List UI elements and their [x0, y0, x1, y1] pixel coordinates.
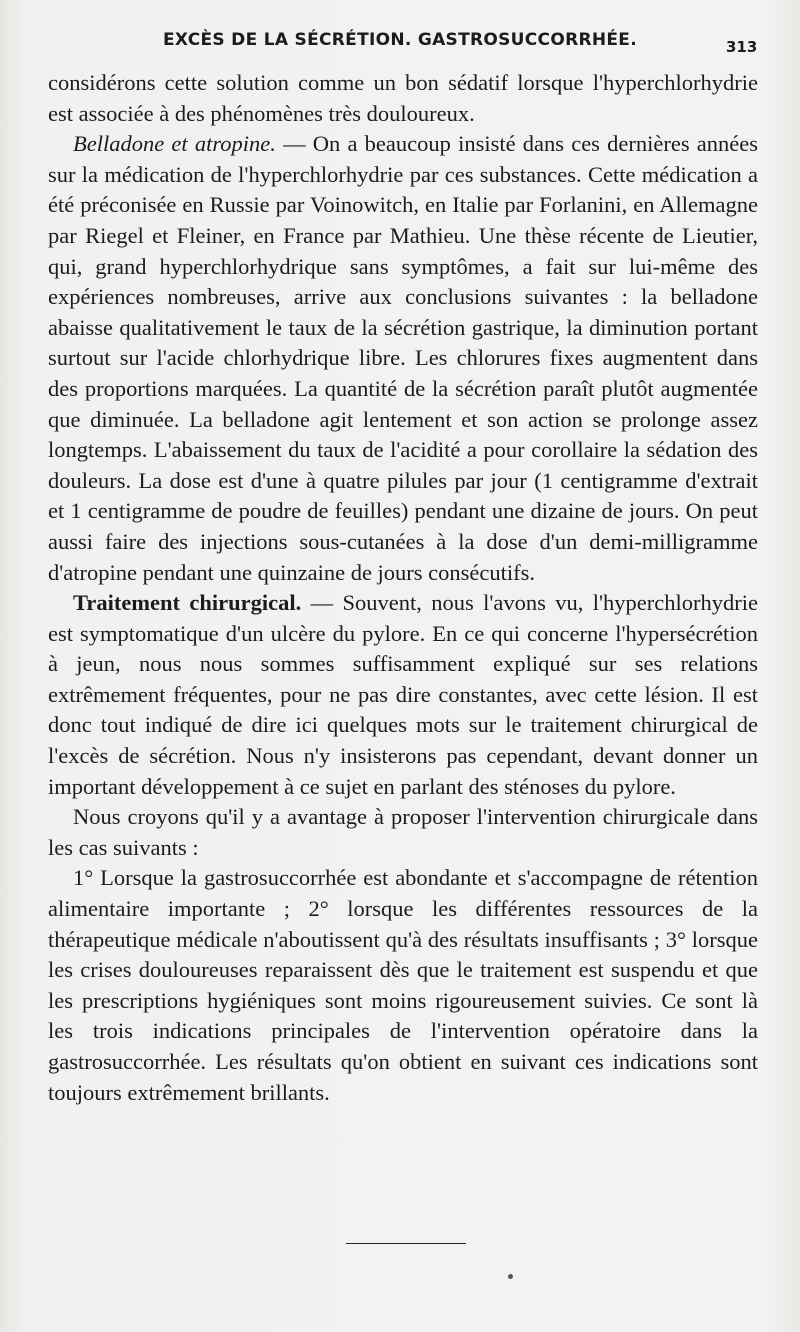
paragraph-indications-intro: Nous croyons qu'il y a avantage à proposer l'intervention chirurgicale dans les cas suivants :	[48, 804, 758, 860]
paragraph-belladone-text: — On a beaucoup insisté dans ces dernières années sur la médication de l'hyperchlorhydrie par ces substances. Cette médication a été préconisée en Russie par Voinowitch, en Italie par Forlanini, en Allemagne par Riegel et Fleiner, en France par Mathieu. Une thèse récente de Lieutier, qui, grand hyperchlorhydrique sans symptômes, a fait sur lui-même des expériences nombreuses, arrive aux conclusions suivantes : la belladone abaisse qualitativement le taux de la sécrétion gastrique, la diminution portant surtout sur l'acide chlorhydrique libre. Les chlorures fixes augmentent dans des proportions marquées. La quantité de la sécrétion paraît plutôt augmentée que diminuée. La belladone agit lentement et son action se prolonge assez longtemps. L'abaissement du taux de l'acidité a pour corollaire la sédation des douleurs. La dose est d'une à quatre pilules par jour (1 centigramme d'extrait et 1 centigramme de poudre de feuilles) pendant une dizaine de jours. On peut aussi faire des injections sous-cutanées à la dose d'un demi-milligramme d'atropine pendant une quinzaine de jours consécutifs.	[48, 131, 758, 585]
end-rule	[346, 1243, 466, 1244]
section-heading-traitement-chirurgical: Traitement chirurgical.	[73, 590, 302, 616]
section-heading-belladone: Belladone et atropine.	[73, 131, 276, 157]
paragraph-traitement-chirurgical	[48, 588, 758, 802]
paragraph-indications-list: 1° Lorsque la gastrosuccorrhée est abondante et s'accompagne de rétention alimentaire importante ; 2° lorsque les différentes ressources de la thérapeutique médicale n'aboutissent qu'à des résultats insuffisants ; 3° lorsque les crises douloureuses reparaissent dès que le traitement est suspendu et que les prescriptions hygiéniques sont moins rigoureusement suivies. Ce sont là les trois indications principales de l'intervention opératoire dans la gastrosuccorrhée. Les résultats qu'on obtient en suivant ces indications sont toujours extrêmement brillants.	[48, 865, 758, 1105]
page-speck	[508, 1274, 513, 1279]
body-text	[48, 68, 758, 1108]
paragraph-continuation: considérons cette solution comme un bon sédatif lorsque l'hyperchlorhydrie est associée à des phénomènes très douloureux.	[48, 70, 758, 126]
running-title: EXCÈS DE LA SÉCRÉTION. GASTROSUCCORRHÉE.	[163, 30, 637, 50]
paragraph-belladone	[48, 129, 758, 588]
page-number: 313	[726, 38, 758, 56]
paragraph-traitement-chirurgical-text: — Souvent, nous l'avons vu, l'hyperchlorhydrie est symptomatique d'un ulcère du pylore. En ce qui concerne l'hypersécrétion à jeun, nous nous sommes suffisamment expliqué sur ses relations extrêmement fréquentes, pour ne pas dire constantes, avec cette lésion. Il est donc tout indiqué de dire ici quelques mots sur le traitement chirurgical de l'excès de sécrétion. Nous n'y insisterons pas cependant, devant donner un important développement à ce sujet en parlant des sténoses du pylore.	[48, 590, 758, 799]
